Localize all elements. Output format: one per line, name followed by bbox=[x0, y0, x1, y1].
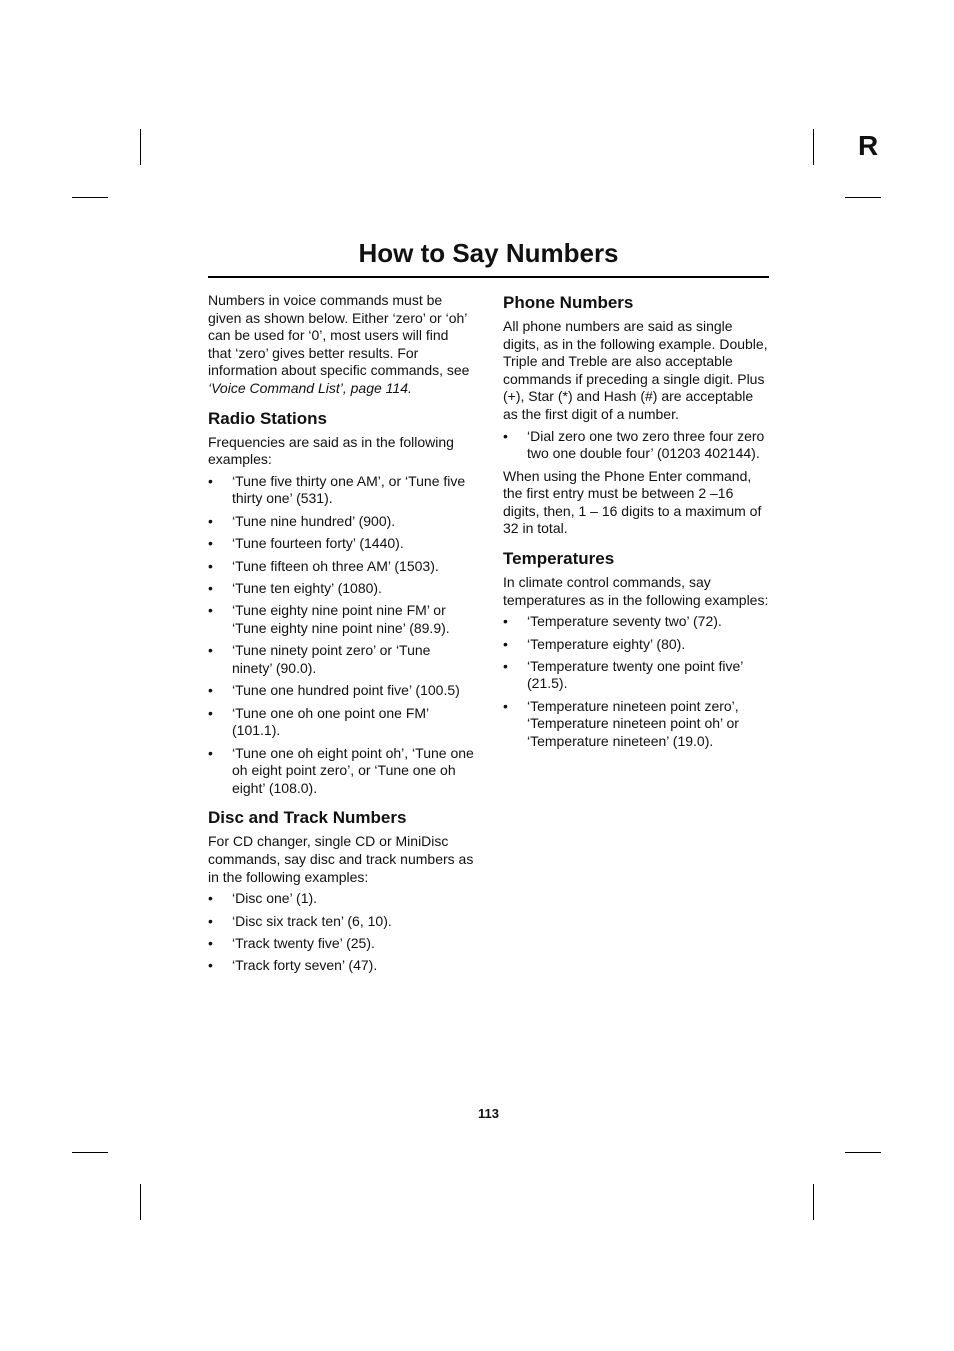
radio-stations-list bbox=[208, 473, 474, 798]
voice-command-list-reference: ‘Voice Command List’, page 114. bbox=[208, 379, 412, 396]
crop-mark-bottom-right-vertical bbox=[813, 1184, 814, 1220]
bullet: • bbox=[208, 535, 213, 552]
list-item bbox=[208, 913, 474, 931]
list-item bbox=[208, 745, 474, 798]
temperatures-list bbox=[503, 613, 771, 751]
list-item bbox=[208, 535, 474, 553]
bullet: • bbox=[208, 602, 213, 619]
bullet: • bbox=[208, 472, 213, 489]
title-rule bbox=[208, 276, 769, 278]
list-item-text: ‘Tune fifteen oh three AM’ (1503). bbox=[232, 557, 439, 574]
list-item bbox=[208, 602, 474, 637]
right-column bbox=[503, 292, 771, 755]
list-item bbox=[503, 698, 771, 751]
crop-mark-bottom-right-horizontal bbox=[845, 1152, 881, 1153]
crop-mark-top-left-horizontal bbox=[72, 197, 108, 198]
list-item bbox=[503, 658, 771, 693]
intro-paragraph bbox=[208, 292, 474, 398]
list-item bbox=[208, 558, 474, 576]
bullet: • bbox=[503, 697, 508, 714]
list-item bbox=[208, 682, 474, 700]
list-item-text: ‘Temperature twenty one point five’ (21.5). bbox=[527, 657, 743, 692]
list-item-text: ‘Tune five thirty one AM’, or ‘Tune five thirty one’ (531). bbox=[232, 472, 466, 507]
list-item bbox=[208, 580, 474, 598]
disc-track-intro: For CD changer, single CD or MiniDisc commands, say disc and track numbers as in the following examples: bbox=[208, 833, 474, 885]
crop-mark-top-right-horizontal bbox=[845, 197, 881, 198]
crop-mark-bottom-left-vertical bbox=[140, 1184, 141, 1220]
bullet: • bbox=[503, 635, 508, 652]
list-item-text: ‘Dial zero one two zero three four zero two one double four’ (01203 402144). bbox=[527, 427, 765, 462]
list-item-text: ‘Temperature eighty’ (80). bbox=[527, 635, 686, 652]
list-item-text: ‘Temperature nineteen point zero’, ‘Temperature nineteen point oh’ or ‘Temperature nineteen’ (19.0). bbox=[527, 697, 739, 750]
phone-numbers-intro: All phone numbers are said as single digits, as in the following example. Double, Triple and Treble are also acceptable commands if preceding a single digit. Plus (+), Star (*) and Hash (#) are acceptable as the first digit of a number. bbox=[503, 318, 768, 422]
list-item-text: ‘Track forty seven’ (47). bbox=[232, 957, 378, 974]
radio-stations-heading: Radio Stations bbox=[208, 408, 328, 428]
intro-text: Numbers in voice commands must be given as shown below. Either ‘zero’ or ‘oh’ can be used for ‘0’, most users will find that ‘zero’ gives better results. For information about specific commands, see bbox=[208, 292, 470, 379]
list-item-text: ‘Tune ninety point zero’ or ‘Tune ninety’ (90.0). bbox=[232, 642, 431, 676]
list-item-text: ‘Disc six track ten’ (6, 10). bbox=[232, 912, 392, 929]
left-column bbox=[208, 292, 474, 980]
bullet: • bbox=[208, 579, 213, 596]
section-letter: R bbox=[858, 130, 879, 161]
list-item bbox=[208, 513, 474, 531]
list-item-text: ‘Tune one oh one point one FM’ (101.1). bbox=[232, 704, 429, 739]
list-item-text: ‘Tune one hundred point five’ (100.5) bbox=[232, 682, 460, 699]
bullet: • bbox=[503, 657, 508, 674]
list-item bbox=[208, 935, 474, 953]
crop-mark-bottom-left-horizontal bbox=[72, 1152, 108, 1153]
bullet: • bbox=[503, 427, 508, 444]
list-item bbox=[503, 428, 771, 463]
phone-numbers-list bbox=[503, 428, 771, 463]
list-item bbox=[208, 642, 474, 677]
bullet: • bbox=[208, 912, 213, 929]
list-item-text: ‘Track twenty five’ (25). bbox=[232, 934, 375, 951]
list-item bbox=[208, 890, 474, 908]
bullet: • bbox=[208, 642, 213, 659]
list-item-text: ‘Temperature seventy two’ (72). bbox=[527, 613, 722, 630]
bullet: • bbox=[208, 744, 213, 761]
crop-mark-top-right-vertical bbox=[813, 129, 814, 165]
temperatures-intro: In climate control commands, say temperatures as in the following examples: bbox=[503, 573, 769, 608]
list-item bbox=[503, 636, 771, 654]
bullet: • bbox=[208, 704, 213, 721]
list-item-text: ‘Tune fourteen forty’ (1440). bbox=[232, 535, 404, 552]
list-item-text: ‘Tune nine hundred’ (900). bbox=[232, 512, 396, 529]
bullet: • bbox=[208, 512, 213, 529]
bullet: • bbox=[208, 957, 213, 974]
page-number: 113 bbox=[478, 1106, 499, 1121]
list-item bbox=[503, 613, 771, 631]
list-item bbox=[208, 705, 474, 740]
temperatures-heading: Temperatures bbox=[503, 548, 615, 568]
phone-enter-note: When using the Phone Enter command, the first entry must be between 2 –16 digits, then, 1 – 16 digits to a maximum of 32 in total. bbox=[503, 467, 762, 537]
list-item bbox=[208, 473, 474, 508]
list-item-text: ‘Tune one oh eight point oh’, ‘Tune one oh eight point zero’, or ‘Tune one oh eight’ (108.0). bbox=[232, 744, 474, 796]
phone-numbers-heading: Phone Numbers bbox=[503, 293, 634, 312]
bullet: • bbox=[208, 890, 213, 907]
disc-track-list bbox=[208, 890, 474, 975]
list-item-text: ‘Disc one’ (1). bbox=[232, 890, 318, 907]
list-item-text: ‘Tune ten eighty’ (1080). bbox=[232, 579, 382, 596]
bullet: • bbox=[208, 934, 213, 951]
radio-stations-intro: Frequencies are said as in the following examples: bbox=[208, 433, 454, 468]
list-item-text: ‘Tune eighty nine point nine FM’ or ‘Tune eighty nine point nine’ (89.9). bbox=[232, 602, 450, 636]
bullet: • bbox=[208, 682, 213, 699]
crop-mark-top-left-vertical bbox=[140, 129, 141, 165]
bullet: • bbox=[208, 557, 213, 574]
disc-track-heading: Disc and Track Numbers bbox=[208, 808, 407, 828]
list-item bbox=[208, 957, 474, 975]
bullet: • bbox=[503, 613, 508, 630]
page-title: How to Say Numbers bbox=[358, 238, 619, 268]
